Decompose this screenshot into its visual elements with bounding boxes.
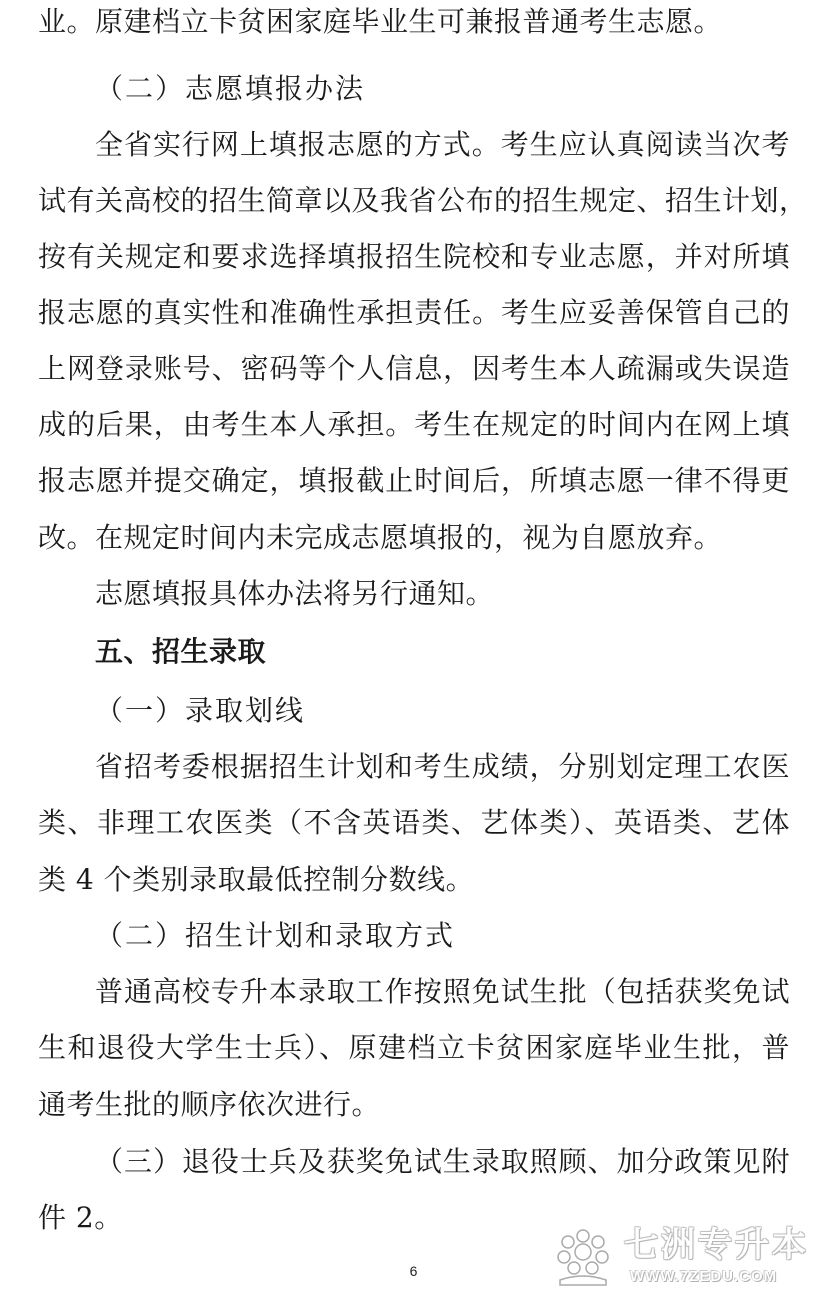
body-text-line: 类、非理工农医类（不含英语类、艺体类）、英语类、艺体: [38, 806, 790, 839]
body-text-line: 试有关高校的招生简章以及我省公布的招生规定、招生计划，: [38, 184, 808, 217]
flower-logo-icon: [548, 1222, 618, 1288]
body-text-line: 生和退役大学生士兵）、原建档立卡贫困家庭毕业生批，普: [38, 1031, 790, 1064]
body-text-line: 改。在规定时间内未完成志愿填报的，视为自愿放弃。: [38, 521, 723, 554]
body-text-line: 件 2。: [38, 1201, 123, 1234]
section-heading: （二）招生计划和录取方式: [95, 919, 456, 952]
body-text-line: 通考生批的顺序依次进行。: [38, 1088, 381, 1121]
body-text-line: 业。原建档立卡贫困家庭毕业生可兼报普通考生志愿。: [38, 5, 723, 38]
body-text-line: 按有关规定和要求选择填报招生院校和专业志愿，并对所填: [38, 240, 790, 273]
watermark: [548, 1222, 823, 1290]
body-text-line: 普通高校专升本录取工作按照免试生批（包括获奖免试: [95, 975, 790, 1008]
page-number: 6: [409, 1263, 418, 1279]
watermark-url: WWW.7ZEDU.COM: [630, 1268, 778, 1285]
body-text-line: 上网登录账号、密码等个人信息，因考生本人疏漏或失误造: [38, 352, 790, 385]
section-heading: （二）志愿填报办法: [95, 72, 366, 105]
body-text-line: 志愿填报具体办法将另行通知。: [95, 577, 495, 610]
body-text-line: 类 4 个类别录取最低控制分数线。: [38, 863, 475, 896]
chapter-heading: 五、招生录取: [95, 635, 267, 668]
watermark-brand: 七洲专升本: [624, 1225, 809, 1265]
body-text-line: 报志愿的真实性和准确性承担责任。考生应妥善保管自己的: [38, 296, 790, 329]
body-text-line: 报志愿并提交确定，填报截止时间后，所填志愿一律不得更: [38, 464, 790, 497]
body-text-line: 全省实行网上填报志愿的方式。考生应认真阅读当次考: [95, 128, 790, 161]
body-text-line: （三）退役士兵及获奖免试生录取照顾、加分政策见附: [95, 1145, 790, 1178]
body-text-line: 省招考委根据招生计划和考生成绩，分别划定理工农医: [95, 750, 790, 783]
body-text-line: 成的后果，由考生本人承担。考生在规定的时间内在网上填: [38, 408, 790, 441]
section-heading: （一）录取划线: [95, 694, 306, 727]
